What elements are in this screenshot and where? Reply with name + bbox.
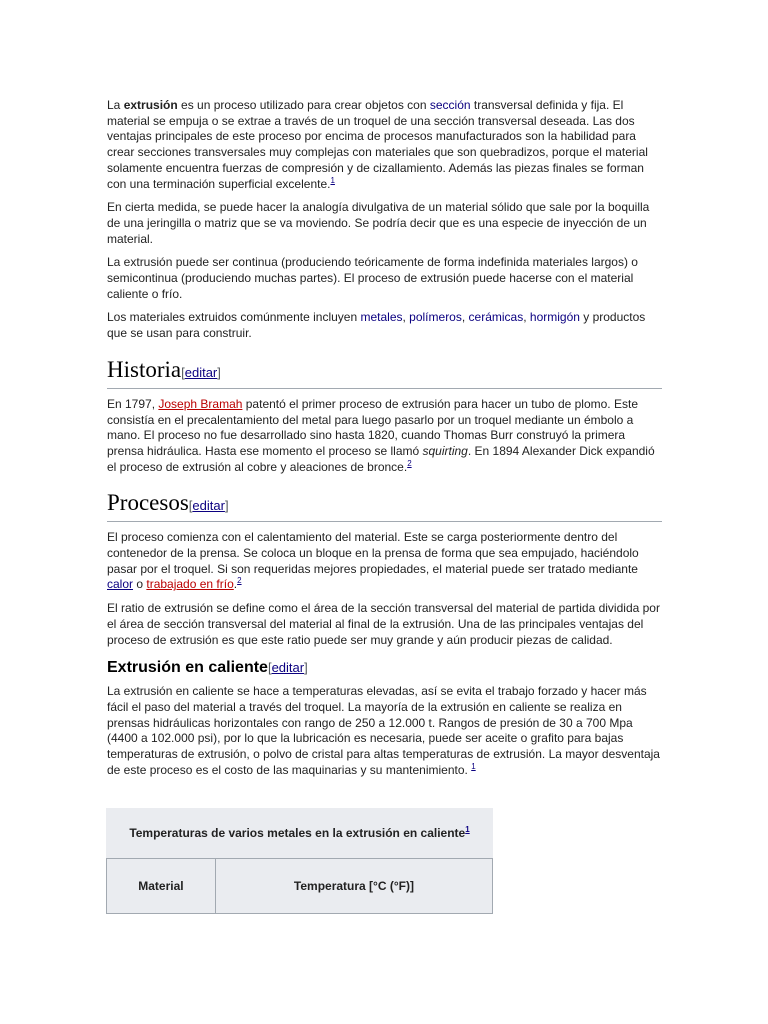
article-body (107, 98, 662, 787)
historia-paragraph (107, 397, 662, 476)
caption-text: Temperaturas de varios metales en la extrusión en caliente (129, 826, 466, 840)
intro-paragraph-3: La extrusión puede ser continua (produciendo teóricamente de forma indefinida materiales largos) o semicontinua (produciendo muchas partes). El proceso de extrusión puede hacerse con el material caliente o frío. (107, 255, 638, 301)
bracket: [ (181, 364, 185, 380)
caliente-paragraph (107, 684, 662, 778)
reference-link[interactable]: 2 (237, 576, 242, 586)
edit-link[interactable]: editar (184, 364, 218, 380)
link-metales[interactable]: metales (360, 310, 403, 325)
edit-section (268, 660, 308, 675)
heading-text: Procesos (107, 490, 189, 516)
intro-paragraph-2: En cierta medida, se puede hacer la analogía divulgativa de un material sólido que sale por la boquilla de una jeringilla o matriz que se va moviendo. Se podría decir que es una especie de inyección de un material. (107, 200, 650, 246)
edit-link[interactable]: editar (192, 498, 225, 514)
procesos-paragraph-1 (107, 530, 662, 593)
bracket: [ (267, 660, 272, 676)
section-heading-procesos (107, 489, 662, 522)
bracket: [ (188, 498, 193, 514)
edit-section (181, 365, 221, 380)
text: es un proceso utilizado para crear objetos con (177, 98, 430, 112)
text: La extrusión en caliente se hace a temperaturas elevadas, así se evita el trabajo forzado y hacer más fácil el paso del material a través del troquel. La mayoría de la extrusión en caliente se realiza en prensas hidráulicas horizontales con rango de 250 a 12.000 t. Rangos de presión de 30 a 700 Mpa (4400 a 102.000 psi), por lo que la lubricación es necesaria, puede ser aceite o grafito para bajas temperaturas de extrusión, o polvo de cristal para altas temperaturas de extrusión. La mayor desventaja de este proceso es el costo de las maquinarias y su mantenimiento. (107, 684, 660, 777)
table-header-row (107, 859, 493, 914)
text: , (523, 310, 530, 325)
reference-link[interactable]: 1 (330, 175, 335, 185)
link-joseph-bramah[interactable]: Joseph Bramah (158, 396, 243, 411)
table-caption (106, 808, 493, 858)
edit-link[interactable]: editar (271, 660, 305, 676)
column-header-temperatura: Temperatura [°C (°F)] (215, 859, 492, 914)
bracket: ] (224, 498, 229, 514)
text: o (133, 577, 147, 592)
text: , (402, 310, 410, 325)
bracket: ] (304, 660, 308, 676)
text: En 1797, (107, 396, 159, 411)
reference-link[interactable]: 2 (407, 458, 412, 468)
link-hormigon[interactable]: hormigón (529, 310, 580, 325)
intro-paragraph-1 (107, 98, 662, 192)
heading-text: Historia (107, 356, 182, 382)
column-header-material: Material (107, 859, 216, 914)
link-polimeros[interactable]: polímeros (409, 310, 462, 325)
text: La (107, 98, 124, 112)
link-seccion[interactable]: sección (429, 98, 471, 112)
reference-link[interactable]: 1 (465, 825, 470, 834)
text: patentó el primer proceso de extrusión para hacer un tubo de plomo. Este consistía en el precalentamiento del metal para luego pasarlo por un troquel mediante un émbolo a mano. El proceso no fue desarrollado sino hasta 1820, cuando Thomas Burr construyó la primera prensa hidráulica. Hasta ese momento el proceso se llamó (107, 396, 638, 458)
text: y productos que se usan para construir. (107, 310, 646, 341)
text: Los materiales extruidos comúnmente incluyen (107, 310, 361, 325)
text: , (461, 310, 469, 325)
link-ceramicas[interactable]: cerámicas (468, 310, 524, 325)
edit-section (189, 498, 229, 513)
section-heading-historia (107, 356, 662, 389)
reference-link[interactable]: 1 (471, 761, 476, 771)
text: . En 1894 Alexander Dick expandió el proceso de extrusión al cobre y aleaciones de bronce. (107, 443, 655, 474)
term-extrusion: extrusión (123, 98, 178, 112)
term-squirting: squirting (422, 443, 468, 458)
procesos-paragraph-2: El ratio de extrusión se define como el área de la sección transversal del material de partida dividida por el área de sección transversal del material al final de la extrusión. Una de las principales ventajas del proceso de extrusión es que este ratio puede ser muy grande y aún producir piezas de calidad. (107, 601, 660, 647)
text: El proceso comienza con el calentamiento del material. Este se carga posteriormente dentro del contenedor de la prensa. Se coloca un bloque en la prensa de forma que sea empujado, haciéndolo pasar por el troquel. Si son requeridas mejores propiedades, el material puede ser tratado mediante (107, 530, 639, 576)
heading-text: Extrusión en caliente (107, 659, 268, 677)
temperatures-table (106, 808, 493, 914)
intro-paragraph-4 (107, 310, 662, 341)
link-calor[interactable]: calor (107, 577, 134, 592)
text: transversal definida y fija. El material se empuja o se extrae a través de un troquel de una sección transversal deseada. Las dos ventajas principales de este proceso por encima de procesos manufacturados son la habilidad para crear secciones transversales muy complejas con materiales que son quebradizos, porque el material solamente encuentra fuerzas de compresión y de cizallamiento. Además las piezas finales se forman con una terminación superficial excelente. (107, 98, 648, 191)
subsection-heading-extrusion-caliente (107, 658, 662, 678)
bracket: ] (217, 364, 221, 380)
link-trabajado-en-frio[interactable]: trabajado en frío (146, 577, 234, 592)
text: . (233, 577, 238, 592)
